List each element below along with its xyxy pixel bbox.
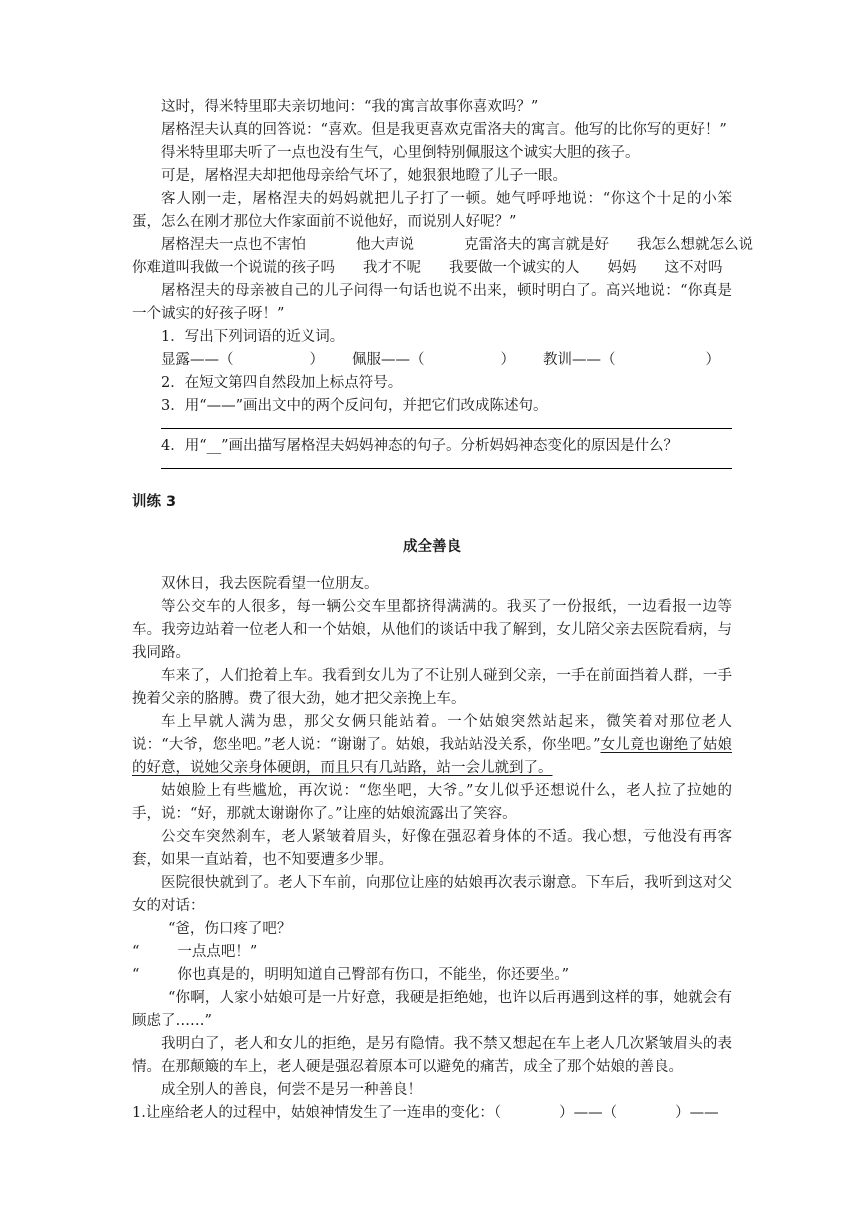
segment: 克雷洛夫的寓言就是好 bbox=[464, 237, 609, 253]
paragraph bbox=[132, 711, 732, 780]
question-3: 3．用“——”画出文中的两个反问句，并把它们改成陈述句。 bbox=[161, 398, 548, 414]
question-4: 4．用“__”画出描写屠格涅夫妈妈神态的句子。分析妈妈神态变化的原因是什么？ bbox=[161, 438, 679, 454]
segment: 你难道叫我做一个说谎的孩子吗 bbox=[132, 260, 335, 276]
unpunctuated-paragraph-line-1 bbox=[132, 234, 753, 257]
unpunctuated-paragraph-line-2 bbox=[132, 257, 732, 280]
paragraph: 得米特里耶夫听了一点也没有生气，心里倒特别佩服这个诚实大胆的孩子。 bbox=[161, 145, 640, 161]
dialogue-line: “爸，伤口疼了吧？ bbox=[168, 921, 292, 937]
paragraph: 车来了，人们抢着上车。我看到女儿为了不让别人碰到父亲，一手在前面挡着人群，一手挽着父亲的胳膊。费了很大劲，她才把父亲挽上车。 bbox=[132, 668, 732, 707]
section-label: 训练 3 bbox=[132, 494, 177, 510]
paragraph: 等公交车的人很多，每一辆公交车里都挤得满满的。我买了一份报纸，一边看报一边等车。我旁边站着一位老人和一个姑娘，从他们的谈话中我了解到，女儿陪父亲去医院看病，与我同路。 bbox=[132, 599, 732, 661]
segment: 他大声说 bbox=[356, 237, 414, 253]
answer-line[interactable] bbox=[161, 458, 732, 469]
synonym-word: 教训——（ bbox=[543, 352, 616, 368]
question-2: 2．在短文第四自然段加上标点符号。 bbox=[161, 375, 403, 391]
paragraph: 医院很快就到了。老人下车前，向那位让座的姑娘再次表示谢意。下车后，我听到这对父女的对话： bbox=[132, 875, 732, 914]
segment: 屠格涅夫一点也不害怕 bbox=[161, 237, 306, 253]
paragraph: 可是，屠格涅夫却把他母亲给气坏了，她狠狠地瞪了儿子一眼。 bbox=[161, 168, 567, 184]
synonym-row: 显露——（ ） 佩服——（ ） 教训——（ ） bbox=[161, 352, 720, 368]
document-content bbox=[132, 96, 753, 1125]
synonym-word: 显露——（ bbox=[161, 352, 234, 368]
dialogue-line: “ 一点点吧！” bbox=[132, 944, 258, 960]
underlined-sentence: 女儿竟也谢绝了姑娘的好意，说她父亲身体硬朗，而且只有几站路，站一会儿就到了。 bbox=[132, 737, 732, 776]
paragraph: 这时，得米特里耶夫亲切地问：“我的寓言故事你喜欢吗？” bbox=[161, 99, 539, 115]
paragraph: 成全别人的善良，何尝不是另一种善良！ bbox=[161, 1082, 422, 1098]
dialogue-line: “ 你也真是的，明明知道自己臀部有伤口，不能坐，你还要坐。” bbox=[132, 967, 570, 983]
dialogue-line: “你啊，人家小姑娘可是一片好意，我硬是拒绝她，也许以后再遇到这样的事，她就会有顾虑了……” bbox=[132, 990, 732, 1029]
segment: 这不对吗 bbox=[664, 260, 723, 276]
question-1: 1．写出下列词语的近义词。 bbox=[161, 329, 345, 345]
segment: 我怎么想就怎么说 bbox=[637, 237, 753, 253]
answer-line[interactable] bbox=[161, 418, 732, 429]
segment: 妈妈 bbox=[607, 260, 637, 276]
story-title: 成全善良 bbox=[403, 539, 461, 555]
question-expression-change: 1.让座给老人的过程中，姑娘神情发生了一连串的变化：（ ）——（ ）—— bbox=[132, 1105, 719, 1121]
synonym-word: 佩服——（ bbox=[352, 352, 425, 368]
paragraph-text: 车上早就人满为患，那父女俩只能站着。一个姑娘突然站起来，微笑着对那位老人说：“大爷，您坐吧。”老人说：“谢谢了。姑娘，我站站没关系，你坐吧。” bbox=[132, 714, 732, 753]
segment: 我要做一个诚实的人 bbox=[449, 260, 580, 276]
paragraph: 姑娘脸上有些尴尬，再次说：“您坐吧，大爷。”女儿似乎还想说什么，老人拉了拉她的手，说：“好，那就太谢谢你了。”让座的姑娘流露出了笑容。 bbox=[132, 783, 732, 822]
paragraph: 公交车突然刹车，老人紧皱着眉头，好像在强忍着身体的不适。我心想，亏他没有再客套，如果一直站着，也不知要遭多少罪。 bbox=[132, 829, 732, 868]
paragraph: 客人刚一走，屠格涅夫的妈妈就把儿子打了一顿。她气呼呼地说：“你这个十足的小笨蛋，怎么在刚才那位大作家面前不说他好，而说别人好呢？” bbox=[132, 191, 732, 230]
paragraph: 屠格涅夫的母亲被自己的儿子问得一句话也说不出来，顿时明白了。高兴地说：“你真是一个诚实的好孩子呀！” bbox=[132, 283, 732, 322]
paragraph: 屠格涅夫认真的回答说：“喜欢。但是我更喜欢克雷洛夫的寓言。他写的比你写的更好！” bbox=[161, 122, 727, 138]
paragraph: 我明白了，老人和女儿的拒绝，是另有隐情。我不禁又想起在车上老人几次紧皱眉头的表情。在那颠簸的车上，老人硬是强忍着原本可以避免的痛苦，成全了那个姑娘的善良。 bbox=[132, 1036, 732, 1075]
paragraph: 双休日，我去医院看望一位朋友。 bbox=[161, 576, 379, 592]
segment: 我才不呢 bbox=[363, 260, 421, 276]
